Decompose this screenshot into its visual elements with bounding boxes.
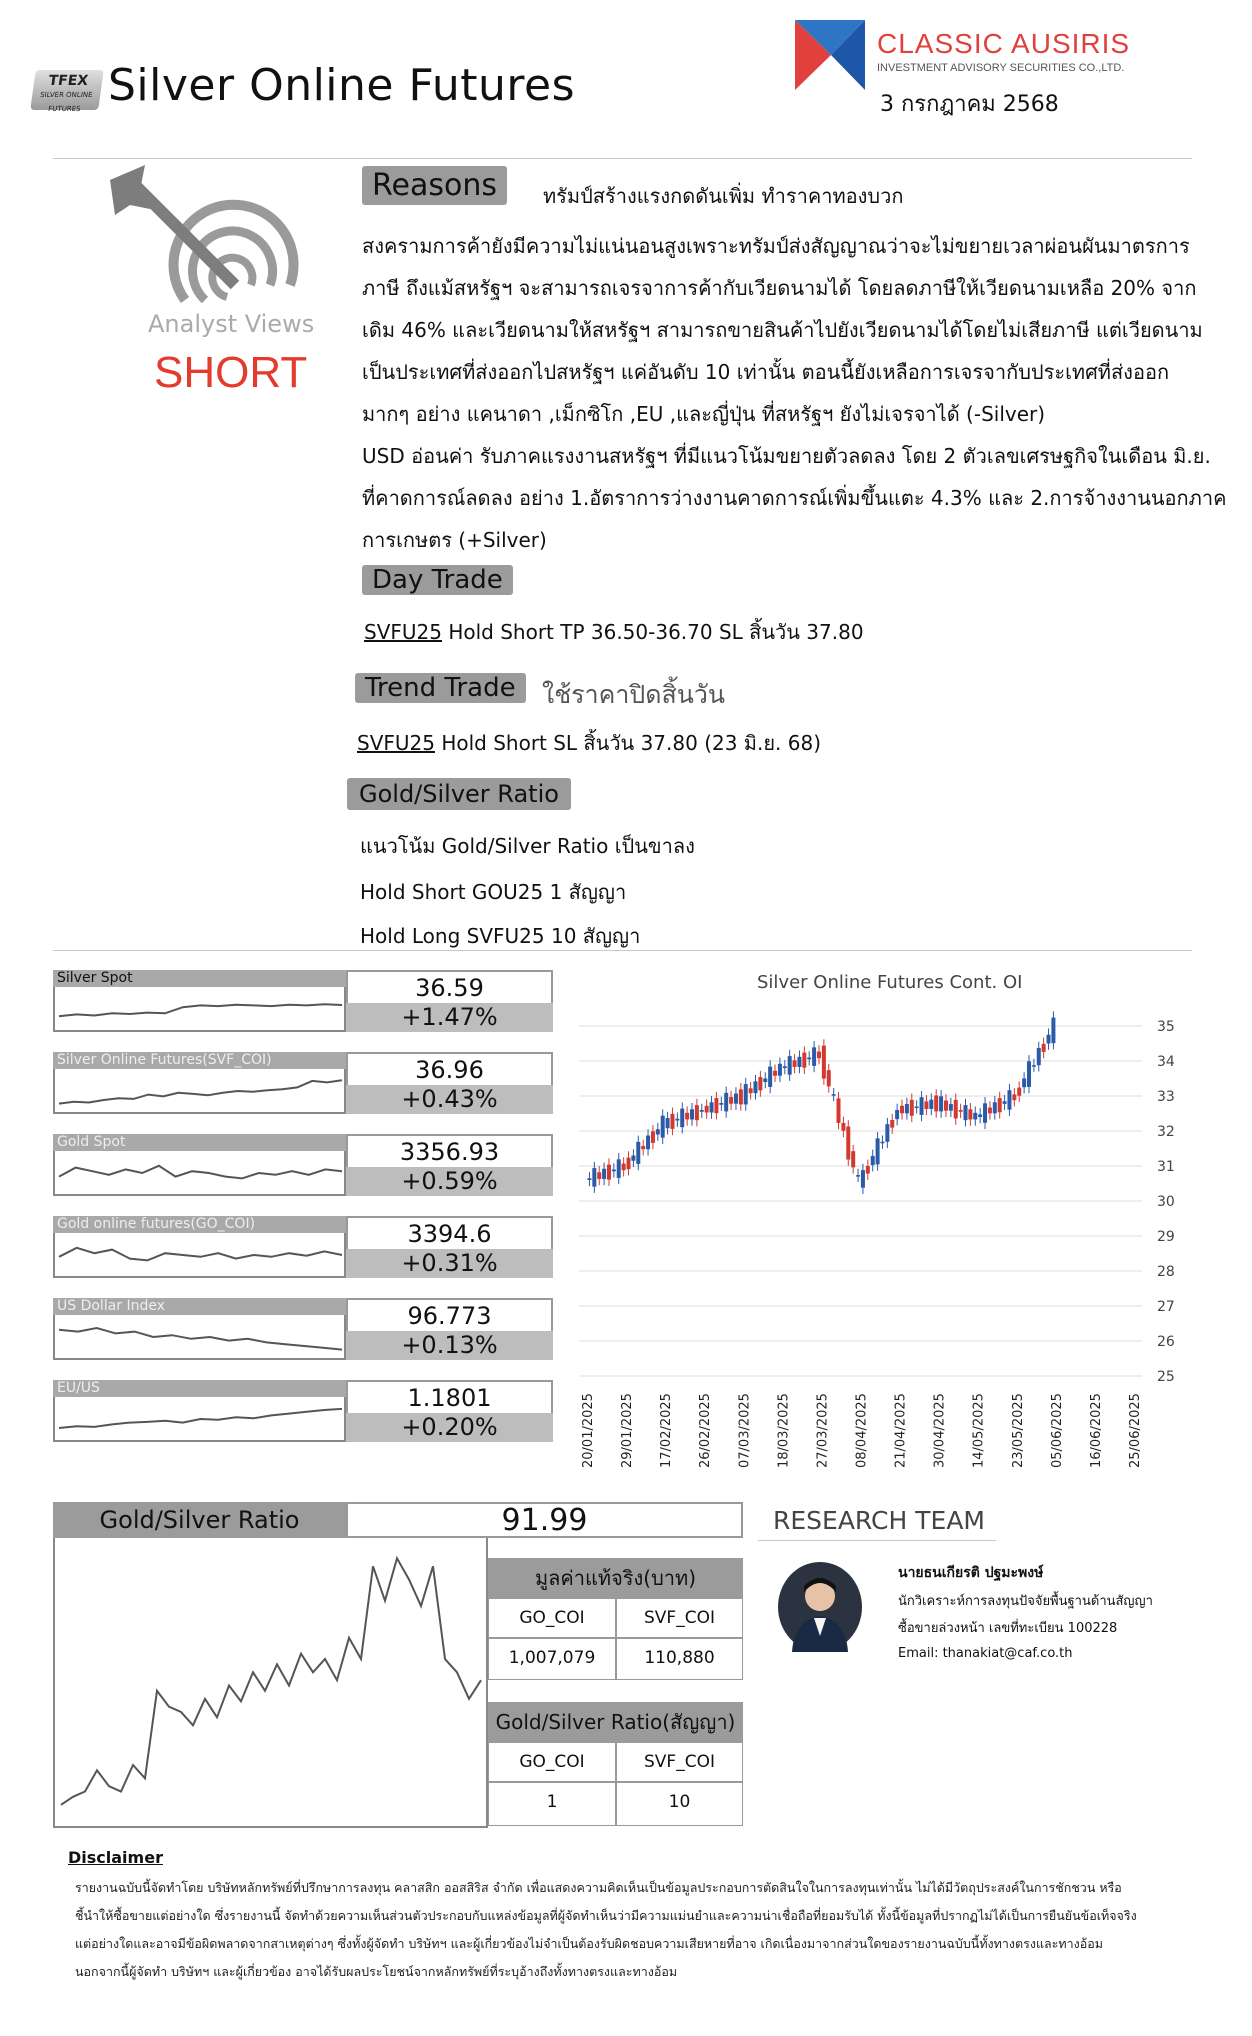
y-tick-label: 28 xyxy=(1157,1264,1175,1280)
gs-ratio-tag: Gold/Silver Ratio xyxy=(347,778,571,810)
market-value: 96.773 xyxy=(346,1298,553,1331)
candle-body xyxy=(856,1175,860,1177)
candle-body xyxy=(895,1110,899,1119)
candle-body xyxy=(729,1097,733,1104)
candle-body xyxy=(1051,1018,1055,1044)
candle-body xyxy=(900,1106,904,1114)
candle-body xyxy=(851,1151,855,1167)
y-tick-label: 35 xyxy=(1157,1019,1175,1035)
sparkline-path xyxy=(59,1248,342,1261)
market-change: +0.43% xyxy=(346,1085,553,1114)
candle-body xyxy=(910,1100,914,1116)
market-change: +0.59% xyxy=(346,1167,553,1196)
candle-body xyxy=(954,1100,958,1119)
candle-body xyxy=(807,1058,811,1060)
market-change: +0.20% xyxy=(346,1413,553,1442)
candle-body xyxy=(739,1089,743,1104)
candle-body xyxy=(993,1102,997,1113)
candle-body xyxy=(768,1067,772,1087)
analyst-avatar xyxy=(778,1562,862,1652)
y-tick-label: 30 xyxy=(1157,1194,1175,1210)
candle-body xyxy=(817,1052,821,1059)
sparkline-path xyxy=(59,1166,342,1179)
candle-body xyxy=(1003,1101,1007,1104)
main-chart xyxy=(557,960,1197,1480)
brand-name: CLASSIC AUSIRIS xyxy=(877,28,1131,59)
candle-body xyxy=(607,1165,611,1180)
research-divider xyxy=(758,1540,996,1541)
tfex-logo xyxy=(30,70,104,113)
day-trade-text: Hold Short TP 36.50-36.70 SL สิ้นวัน 37.80 xyxy=(441,620,864,644)
candle-body xyxy=(753,1081,757,1093)
x-tick-label: 14/05/2025 xyxy=(971,1393,987,1468)
reasons-line: การเกษตร (+Silver) xyxy=(362,528,547,552)
candle-body xyxy=(788,1056,792,1075)
x-tick-label: 26/02/2025 xyxy=(698,1393,714,1468)
section-divider xyxy=(53,950,1192,951)
candle-body xyxy=(636,1142,640,1164)
candle-body xyxy=(832,1094,836,1096)
candle-body xyxy=(705,1106,709,1113)
candle-body xyxy=(627,1158,631,1170)
market-name: Silver Online Futures(SVF_COI) xyxy=(53,1052,346,1069)
candle-body xyxy=(700,1110,704,1112)
market-sparkline xyxy=(53,987,346,1032)
trend-trade-note: ใช้ราคาปิดสิ้นวัน xyxy=(542,680,725,709)
value-table-cell: 1,007,079 xyxy=(488,1638,616,1680)
reasons-line: เดิม 46% และเวียดนามให้สหรัฐฯ สามารถขายสินค้าไปยังเวียดนามได้โดยไม่เสียภาษี แต่เวียดนาม xyxy=(362,318,1203,342)
candle-body xyxy=(661,1116,665,1138)
candle-body xyxy=(1017,1088,1021,1096)
candle-body xyxy=(880,1142,884,1144)
y-tick-label: 27 xyxy=(1157,1299,1175,1315)
reasons-line: มากๆ อย่าง แคนาดา ,เม็กซิโก ,EU ,และญี่ปุ่น ที่สหรัฐฯ ยังไม่เจรจาได้ (-Silver) xyxy=(362,402,1046,426)
value-table-col2: SVF_COI xyxy=(616,1598,743,1638)
candle-body xyxy=(1047,1035,1051,1044)
candle-body xyxy=(841,1123,845,1131)
analyst-views-label: Analyst Views xyxy=(148,310,315,338)
candle-body xyxy=(837,1098,841,1123)
y-tick-label: 26 xyxy=(1157,1334,1175,1350)
report-date: 3 กรกฎาคม 2568 xyxy=(880,92,1059,117)
value-table-col1: GO_COI xyxy=(488,1598,616,1638)
reasons-line: USD อ่อนค่า รับภาคแรงงานสหรัฐฯ ที่มีแนวโน้มขยายตัวลดลง โดย 2 ตัวเลขเศรษฐกิจในเดือน มิ.ย. xyxy=(362,444,1211,468)
candle-body xyxy=(929,1100,933,1109)
candle-body xyxy=(690,1109,694,1119)
x-tick-label: 17/02/2025 xyxy=(659,1393,675,1468)
candle-body xyxy=(920,1097,924,1115)
x-tick-label: 16/06/2025 xyxy=(1088,1393,1104,1468)
trend-trade-text: Hold Short SL สิ้นวัน 37.80 (23 มิ.ย. 68) xyxy=(434,731,822,755)
research-analyst-name: นายธนเกียรติ ปฐมะพงษ์ xyxy=(898,1565,1044,1581)
sparkline-path xyxy=(59,1080,342,1103)
sparkline-path xyxy=(59,1328,342,1350)
candle-body xyxy=(998,1098,1002,1112)
trend-trade-symbol: SVFU25 xyxy=(357,731,435,755)
tfex-badge-main: TFEX xyxy=(47,73,90,89)
x-tick-label: 05/06/2025 xyxy=(1049,1393,1065,1468)
market-change: +1.47% xyxy=(346,1003,553,1032)
research-analyst-role: นักวิเคราะห์การลงทุนปัจจัยพื้นฐานด้านสัญญา xyxy=(898,1594,1153,1609)
candle-body xyxy=(773,1071,777,1076)
candle-body xyxy=(592,1168,596,1187)
candle-body xyxy=(778,1064,782,1076)
reasons-tag: Reasons xyxy=(362,166,507,205)
candle-body xyxy=(978,1114,982,1117)
candle-body xyxy=(714,1098,718,1113)
candle-body xyxy=(1012,1094,1016,1100)
candle-body xyxy=(675,1119,679,1121)
candle-body xyxy=(1032,1065,1036,1067)
brand-subtitle: INVESTMENT ADVISORY SECURITIES CO.,LTD. xyxy=(877,62,1125,74)
sparkline-path xyxy=(59,1409,342,1428)
research-analyst-license: ซื้อขายล่วงหน้า เลขที่ทะเบียน 100228 xyxy=(898,1621,1118,1636)
candle-body xyxy=(656,1129,660,1134)
candle-body xyxy=(666,1118,670,1128)
ratio-table-col1: GO_COI xyxy=(488,1742,616,1782)
disclaimer-line: นอกจากนี้ผู้จัดทำ บริษัทฯ และผู้เกี่ยวข้อง อาจได้รับผลประโยชน์จากหลักทรัพย์ที่ระบุอ้างถึงทั้งทางตรงและทางอ้อม xyxy=(75,1964,678,1979)
ratio-table-cell: 1 xyxy=(488,1782,616,1826)
market-value: 36.59 xyxy=(346,970,553,1003)
day-trade-tag: Day Trade xyxy=(362,565,513,595)
candle-body xyxy=(890,1120,894,1128)
market-value: 3356.93 xyxy=(346,1134,553,1167)
candle-body xyxy=(646,1136,650,1150)
y-tick-label: 34 xyxy=(1157,1054,1175,1070)
candle-body xyxy=(622,1164,626,1171)
x-tick-label: 30/04/2025 xyxy=(932,1393,948,1468)
disclaimer-line: รายงานฉบับนี้จัดทำโดย บริษัทหลักทรัพย์ที่ปรึกษาการลงทุน คลาสสิก ออสสิริส จำกัด เพื่อแสดงความคิดเห็นเป็นข้อมูลประกอบการตัดสินใจในการลงทุนเท่านั้น ไม่ได้มีวัตถุประสงค์ในการชักชวน หรือ xyxy=(75,1880,1122,1895)
candle-body xyxy=(612,1170,616,1172)
reasons-line: เป็นประเทศที่ส่งออกไปสหรัฐฯ แค่อันดับ 10 เท่านั้น ตอนนี้ยังเหลือการเจรจากับประเทศที่ส่งออก xyxy=(362,360,1170,384)
gs-ratio-panel-label: Gold/Silver Ratio xyxy=(53,1502,346,1538)
candle-body xyxy=(973,1113,977,1120)
candle-body xyxy=(866,1166,870,1174)
candle-body xyxy=(949,1104,953,1111)
x-tick-label: 20/01/2025 xyxy=(581,1393,596,1468)
candle-body xyxy=(988,1108,992,1114)
market-name: US Dollar Index xyxy=(53,1298,346,1315)
candle-body xyxy=(944,1101,948,1111)
main-chart-svg xyxy=(557,960,1197,1480)
x-tick-label: 25/06/2025 xyxy=(1128,1393,1143,1468)
candle-body xyxy=(749,1088,753,1093)
market-value: 1.1801 xyxy=(346,1380,553,1413)
x-tick-label: 27/03/2025 xyxy=(815,1393,831,1468)
candle-body xyxy=(641,1146,645,1149)
candle-body xyxy=(915,1107,919,1109)
candle-body xyxy=(934,1095,938,1111)
research-team-title: RESEARCH TEAM xyxy=(773,1506,985,1535)
candle-body xyxy=(905,1104,909,1113)
candle-body xyxy=(670,1114,674,1129)
y-tick-label: 32 xyxy=(1157,1124,1175,1140)
reasons-line: ภาษี ถึงแม้สหรัฐฯ จะสามารถเจรจาการค้ากับเวียดนามได้ โดยลดภาษีให้เวียดนามเหลือ 20% จาก xyxy=(362,276,1197,300)
candle-body xyxy=(651,1131,655,1143)
candle-body xyxy=(597,1172,601,1179)
candle-body xyxy=(783,1066,787,1068)
candle-body xyxy=(719,1103,723,1105)
x-tick-label: 18/03/2025 xyxy=(776,1393,792,1468)
market-sparkline xyxy=(53,1315,346,1360)
gs-ratio-sparkline xyxy=(53,1538,488,1828)
market-sparkline xyxy=(53,1397,346,1442)
candle-body xyxy=(812,1047,816,1066)
target-dart-icon xyxy=(105,165,305,305)
candle-body xyxy=(724,1093,728,1112)
candle-body xyxy=(680,1109,684,1128)
candle-body xyxy=(734,1094,738,1104)
y-tick-label: 33 xyxy=(1157,1089,1175,1105)
candle-body xyxy=(758,1077,762,1090)
market-value: 36.96 xyxy=(346,1052,553,1085)
research-analyst-email[interactable]: Email: thanakiat@caf.co.th xyxy=(898,1646,1073,1661)
candle-body xyxy=(602,1169,606,1179)
candle-body xyxy=(1042,1044,1046,1052)
gs-ratio-line: Hold Long SVFU25 10 สัญญา xyxy=(360,924,641,948)
candle-body xyxy=(983,1103,987,1122)
market-sparkline xyxy=(53,1151,346,1196)
market-name: Silver Spot xyxy=(53,970,346,987)
disclaimer-title: Disclaimer xyxy=(68,1848,163,1867)
candle-body xyxy=(861,1170,865,1188)
market-name: Gold online futures(GO_COI) xyxy=(53,1216,346,1233)
x-tick-label: 21/04/2025 xyxy=(893,1393,909,1468)
y-tick-label: 29 xyxy=(1157,1229,1175,1245)
candle-body xyxy=(924,1101,928,1109)
analyst-view-signal: SHORT xyxy=(154,348,308,397)
reasons-line: ที่คาดการณ์ลดลง อย่าง 1.อัตราการว่างงานคาดการณ์เพิ่มขึ้นแตะ 4.3% และ 2.การจ้างงานนอกภาค xyxy=(362,486,1227,510)
ratio-table-title: Gold/Silver Ratio(สัญญา) xyxy=(488,1702,743,1742)
y-tick-label: 25 xyxy=(1157,1369,1175,1385)
market-change: +0.13% xyxy=(346,1331,553,1360)
disclaimer-line: แต่อย่างใดและอาจมีข้อผิดพลาดจากสาเหตุต่างๆ ซึ่งทั้งผู้จัดทำ บริษัทฯ และผู้เกี่ยวข้องไม่จำเป็นต้องรับผิดชอบความเสียหายที่อาจ เกิดเนื่องมาจากส่วนใดของรายงานฉบับนี้ทั้งทางตรงและทางอ้อม xyxy=(75,1936,1104,1951)
reasons-headline: ทรัมป์สร้างแรงกดดันเพิ่ม ทำราคาทองบวก xyxy=(543,184,904,208)
candle-body xyxy=(631,1156,635,1161)
candle-body xyxy=(685,1113,689,1120)
candle-body xyxy=(793,1060,797,1067)
candle-body xyxy=(587,1178,591,1180)
candle-body xyxy=(964,1105,968,1120)
gs-ratio-panel-value: 91.99 xyxy=(346,1502,743,1538)
page-title: Silver Online Futures xyxy=(108,60,576,111)
trend-trade-tag: Trend Trade xyxy=(355,673,526,703)
reasons-line: สงครามการค้ายังมีความไม่แน่นอนสูงเพราะทรัมป์ส่งสัญญาณว่าจะไม่ขยายเวลาผ่อนผันมาตรการ xyxy=(362,234,1190,258)
classic-ausiris-logo-icon xyxy=(795,20,865,90)
main-chart-title: Silver Online Futures Cont. OI xyxy=(757,972,1023,993)
gs-ratio-line: แนวโน้ม Gold/Silver Ratio เป็นขาลง xyxy=(360,834,695,858)
candle-body xyxy=(763,1079,767,1083)
candle-body xyxy=(827,1070,831,1086)
y-tick-label: 31 xyxy=(1157,1159,1175,1175)
gs-ratio-line: Hold Short GOU25 1 สัญญา xyxy=(360,880,627,904)
x-tick-label: 07/03/2025 xyxy=(737,1393,753,1468)
x-tick-label: 29/01/2025 xyxy=(620,1393,636,1468)
candle-body xyxy=(744,1084,748,1104)
x-tick-label: 23/05/2025 xyxy=(1010,1393,1026,1468)
candle-body xyxy=(710,1102,714,1112)
candle-body xyxy=(871,1156,875,1165)
candle-body xyxy=(846,1127,850,1160)
x-tick-label: 08/04/2025 xyxy=(854,1393,870,1468)
ratio-table-cell: 10 xyxy=(616,1782,743,1826)
ratio-table-col2: SVF_COI xyxy=(616,1742,743,1782)
market-change: +0.31% xyxy=(346,1249,553,1278)
candle-body xyxy=(885,1124,889,1142)
candle-body xyxy=(1022,1079,1026,1088)
candle-body xyxy=(876,1138,880,1164)
day-trade-symbol: SVFU25 xyxy=(364,620,442,644)
header-divider xyxy=(53,158,1192,159)
market-value: 3394.6 xyxy=(346,1216,553,1249)
candle-body xyxy=(959,1110,963,1112)
market-name: Gold Spot xyxy=(53,1134,346,1151)
sparkline-path xyxy=(59,1004,342,1016)
disclaimer-line: ชี้นำให้ซื้อขายแต่อย่างใด ซึ่งรายงานนี้ จัดทำด้วยความเห็นส่วนตัวประกอบกับแหล่งข้อมูลที่ผู้จัดทำเห็นว่ามีความแม่นยำและความน่าเชื่อถือที่ยอมรับได้ ทั้งนี้ข้อมูลที่ปรากฏไม่ได้เป็นการยืนยันข้อเท็จจริง xyxy=(75,1908,1137,1923)
candle-body xyxy=(695,1105,699,1120)
candle-body xyxy=(1037,1048,1041,1065)
value-table-cell: 110,880 xyxy=(616,1638,743,1680)
candle-body xyxy=(968,1109,972,1119)
gs-ratio-line xyxy=(61,1558,481,1805)
tfex-badge-sub: SILVER ONLINE FUTURES xyxy=(39,91,94,113)
candle-body xyxy=(797,1057,801,1067)
candle-body xyxy=(822,1046,826,1079)
value-table-title: มูลค่าแท้จริง(บาท) xyxy=(488,1558,743,1598)
market-name: EU/US xyxy=(53,1380,346,1397)
candle-body xyxy=(1027,1061,1031,1087)
candle-body xyxy=(617,1159,621,1178)
market-sparkline xyxy=(53,1069,346,1114)
candle-body xyxy=(939,1096,943,1111)
candle-body xyxy=(1007,1090,1011,1109)
market-sparkline xyxy=(53,1233,346,1278)
candle-body xyxy=(802,1053,806,1068)
